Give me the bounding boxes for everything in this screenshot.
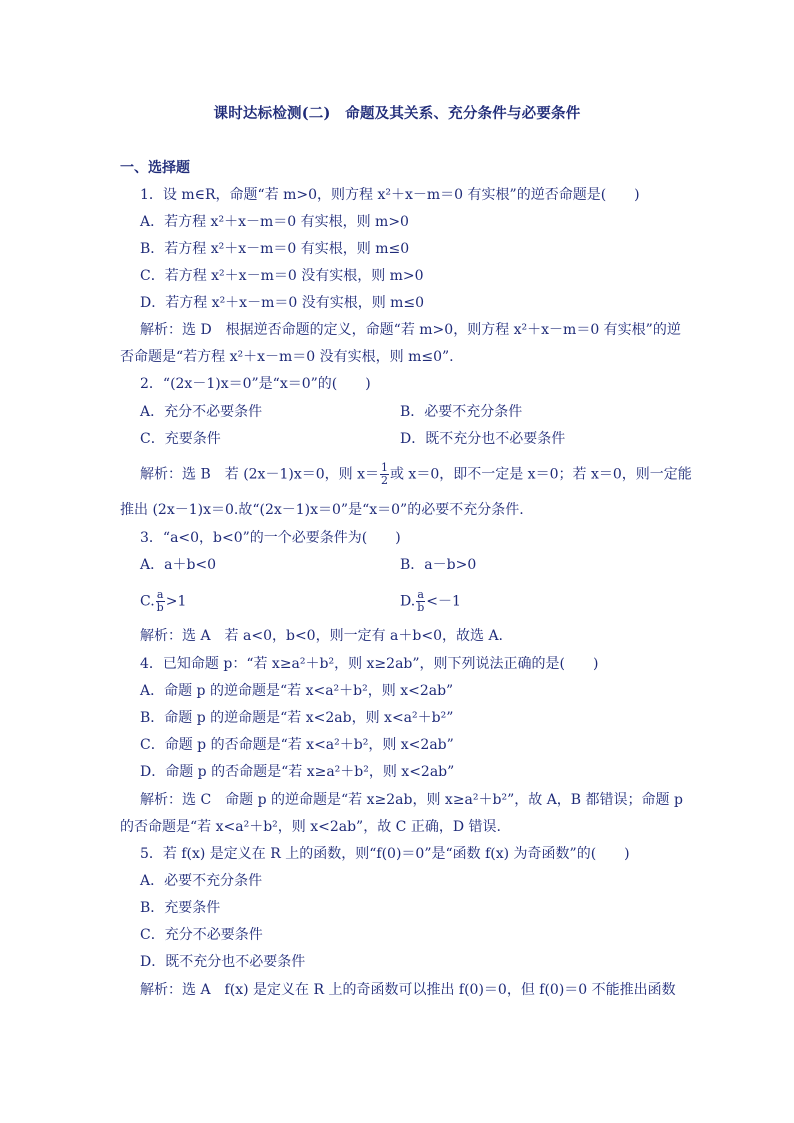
q2-stem: 2．“(2x－1)x＝0”是“x＝0”的( ) [140, 376, 371, 392]
q3-explanation: 解析：选 A 若 a<0，b<0，则一定有 a＋b<0，故选 A. [140, 628, 504, 644]
page-title: 课时达标检测(二) 命题及其关系、充分条件与必要条件 [213, 105, 581, 122]
q3-option-b: B．a－b>0 [400, 557, 477, 573]
q1-option-c: C．若方程 x²＋x－m＝0 没有实根，则 m>0 [140, 268, 424, 284]
q5-option-d: D．既不充分也不必要条件 [140, 954, 306, 970]
q2-explanation-part-1: 解析：选 B 若 (2x－1)x＝0，则 x＝ [140, 466, 379, 483]
q2-explanation-line-2: 推出 (2x－1)x＝0.故“(2x－1)x＝0”是“x＝0”的必要不充分条件. [120, 502, 524, 518]
q5-option-a: A．必要不充分条件 [140, 873, 263, 889]
q3-option-a: A．a＋b<0 [140, 557, 217, 573]
q4-explanation-line-2: 的否命题是“若 x<a²＋b²，则 x<2ab”，故 C 正确，D 错误. [120, 819, 501, 835]
q2-option-a: A．充分不必要条件 [140, 404, 263, 420]
fraction-a-over-b: $\frac{a}{b}$ [156, 588, 164, 614]
q4-option-c: C．命题 p 的否命题是“若 x<a²＋b²，则 x<2ab” [140, 737, 454, 753]
q5-stem: 5．若 f(x) 是定义在 R 上的函数，则“f(0)＝0”是“函数 f(x) 为奇函数”的( ) [140, 846, 630, 862]
q1-explanation-line-1: 解析：选 D 根据逆否命题的定义，命题“若 m>0，则方程 x²＋x－m＝0 有实根”的逆 [140, 322, 681, 338]
q2-explanation-line-1 [140, 462, 692, 487]
q3-option-d: D. $\frac{a}{b}$ <－1 [400, 588, 461, 614]
q1-option-b: B．若方程 x²＋x－m＝0 有实根，则 m≤0 [140, 241, 410, 257]
q1-option-d: D．若方程 x²＋x－m＝0 没有实根，则 m≤0 [140, 295, 425, 311]
q4-option-a: A．命题 p 的逆命题是“若 x<a²＋b²，则 x<2ab” [140, 683, 454, 699]
fraction-a-over-b: $\frac{a}{b}$ [417, 588, 425, 614]
q1-option-a: A．若方程 x²＋x－m＝0 有实根，则 m>0 [140, 214, 409, 230]
q2-option-d: D．既不充分也不必要条件 [400, 431, 566, 447]
q4-stem: 4．已知命题 p：“若 x≥a²＋b²，则 x≥2ab”，则下列说法正确的是( ) [140, 656, 599, 672]
q5-option-c: C．充分不必要条件 [140, 927, 263, 943]
q2-option-c: C．充要条件 [140, 431, 221, 447]
q4-explanation-line-1: 解析：选 C 命题 p 的逆命题是“若 x≥2ab，则 x≥a²＋b²”，故 A，B 都错误；命题 p [140, 792, 683, 808]
q1-explanation-line-2: 否命题是“若方程 x²＋x－m＝0 没有实根，则 m≤0”. [120, 349, 454, 365]
section-heading: 一、选择题 [120, 160, 190, 176]
q3-stem: 3．“a<0，b<0”的一个必要条件为( ) [140, 530, 401, 546]
q4-option-d: D．命题 p 的否命题是“若 x≥a²＋b²，则 x<2ab” [140, 764, 455, 780]
fraction-one-half: $\frac{1}{2}$ [380, 461, 388, 487]
q1-stem: 1．设 m∈R，命题“若 m>0，则方程 x²＋x－m＝0 有实根”的逆否命题是( ) [140, 187, 640, 203]
q5-explanation-line-1: 解析：选 A f(x) 是定义在 R 上的奇函数可以推出 f(0)＝0，但 f(0)＝0 不能推出函数 [140, 982, 676, 998]
q2-option-b: B．必要不充分条件 [400, 404, 523, 420]
q4-option-b: B．命题 p 的逆命题是“若 x<2ab，则 x<a²＋b²” [140, 710, 454, 726]
q3-option-c: C. $\frac{a}{b}$ >1 [140, 588, 187, 614]
q2-explanation-part-2: 或 x＝0，即不一定是 x＝0；若 x＝0，则一定能 [389, 466, 692, 483]
q5-option-b: B．充要条件 [140, 900, 221, 916]
